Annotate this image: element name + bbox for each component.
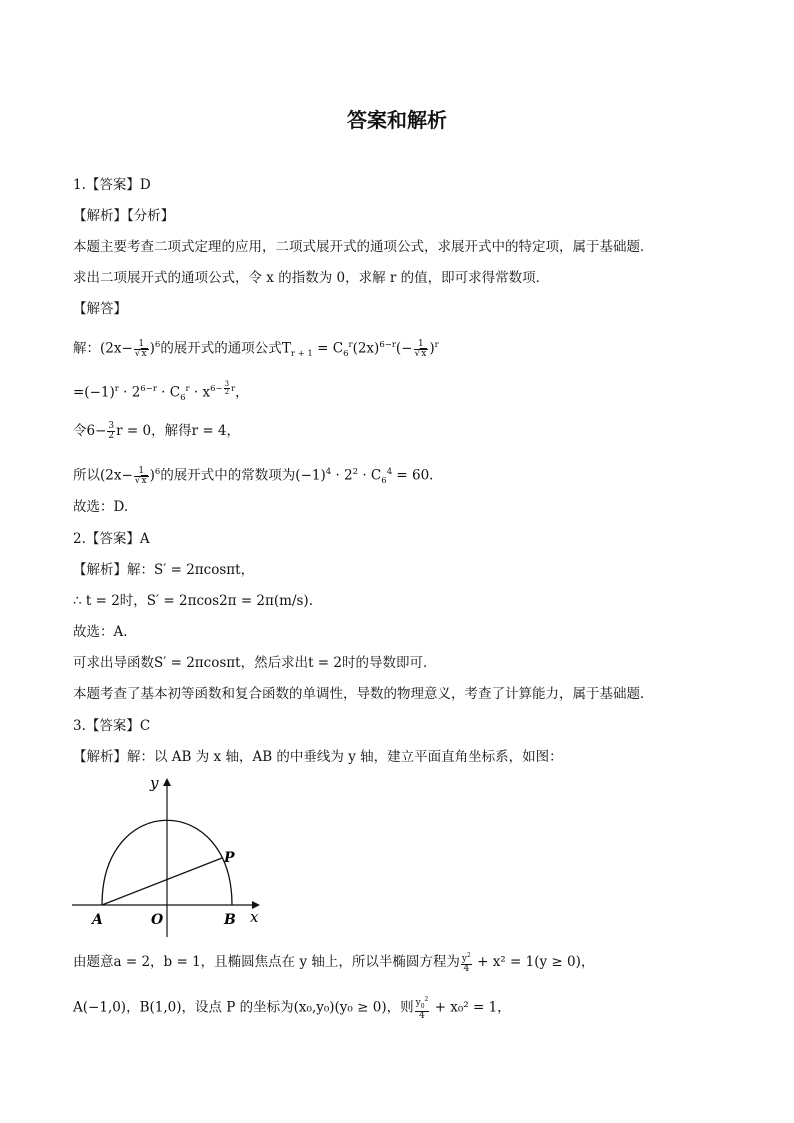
label-o: O [151, 912, 164, 928]
q1-solution-line-4: 所以(2x− $\frac{1}{√x}$ )$^6$的展开式中的常数项为$(-1)^4 \cdot 2^2 \cdot C_6^4 = 60$. [73, 465, 434, 487]
q3-line-e-prefix: 由题意a = 2，b = 1，且椭圆焦点在 y 轴上，所以半椭圆方程为 [73, 954, 460, 970]
q1-line-b: =(−1) [73, 384, 115, 401]
label-a: A [92, 912, 103, 928]
label-x: x [250, 908, 259, 926]
q1-analysis-1: 本题主要考查二项式定理的应用，二项式展开式的通项公式，求展开式中的特定项，属于基础题． [73, 239, 654, 255]
q3-line-f-prefix: A(−1,0)，B(1,0)，设点 P 的坐标为(x₀,y₀)(y₀ ≥ 0)，则 [73, 999, 414, 1016]
q1-line-d-prefix: 所以 [73, 467, 100, 484]
label-b: B [224, 912, 236, 928]
q1-solution-line-3: 令6− $\frac{3}{2}$ r = 0，解得r = 4， [73, 421, 241, 441]
q1-line-d-tail: = 60. [392, 467, 434, 484]
q3-line-e: 由题意a = 2，b = 1，且椭圆焦点在 y 轴上，所以半椭圆方程为 $\frac{y^2}{4}$ + x² = 1(y ≥ 0)， [73, 952, 595, 974]
q3-analysis: 【解析】解：以 AB 为 x 轴，AB 的中垂线为 y 轴，建立平面直角坐标系，如图： [73, 749, 563, 765]
q2-note-1: 可求出导函数S′ = 2πcosπt，然后求出t = 2时的导数即可． [73, 655, 437, 671]
q1-line-a-prefix: 解： [73, 340, 100, 357]
q1-line-d-mid: 的展开式中的常数项为(−1) [160, 467, 326, 484]
label-y: y [150, 774, 159, 792]
q1-analysis-head: 【解析】【分析】 [73, 208, 175, 224]
q2-note-2: 本题考查了基本初等函数和复合函数的单调性，导数的物理意义，考查了计算能力，属于基础题． [73, 686, 654, 702]
semi-ellipse-figure [70, 772, 270, 938]
q3-line-f-suffix: + x₀² = 1， [430, 999, 511, 1016]
q2-choose: 故选：A. [73, 624, 128, 640]
segment-ap [102, 858, 222, 905]
q1-choose: 故选：D. [73, 499, 129, 515]
q1-solution-line-1: 解：(2x− $\frac{1}{√x}$ )$^6$的展开式的通项公式$T_{r + 1} = C_6^r(2x)^{6-r}(-$ $\frac{1}{√x}$ )$^r$ [73, 338, 439, 360]
q1-solve-head: 【解答】 [73, 301, 127, 317]
q1-line-a-mid: 的展开式的通项公式 [160, 340, 282, 357]
q3-line-f: A(−1,0)，B(1,0)，设点 P 的坐标为(x₀,y₀)(y₀ ≥ 0)，则 $\frac{y_0^2}{4}$ + x₀² = 1， [73, 996, 511, 1021]
q2-analysis: 【解析】解：S′ = 2πcosπt， [73, 562, 255, 578]
q1-analysis-2: 求出二项展开式的通项公式，令 x 的指数为 0，求解 r 的值，即可求得常数项． [73, 270, 550, 286]
q2-answer: 2.【答案】A [73, 531, 150, 547]
label-p: P [224, 850, 235, 866]
q3-line-e-suffix: + x² = 1(y ≥ 0)， [472, 954, 595, 970]
y-axis-arrow [163, 778, 171, 786]
q2-line-2: ∴ t = 2时，S′ = 2πcos2π = 2π(m/s). [73, 593, 313, 609]
page-title: 答案和解析 [347, 108, 447, 132]
q1-answer: 1.【答案】D [73, 177, 151, 193]
q1-line-c-suffix: r = 0，解得r = 4， [116, 423, 241, 439]
q1-line-c-prefix: 令6− [73, 423, 107, 439]
q1-solution-line-2: $=(-1)^r \cdot 2^{6-r} \cdot C_6^r \cdot x^{6- \frac{3}{2} r}$， [73, 380, 249, 404]
q3-answer: 3.【答案】C [73, 718, 151, 734]
